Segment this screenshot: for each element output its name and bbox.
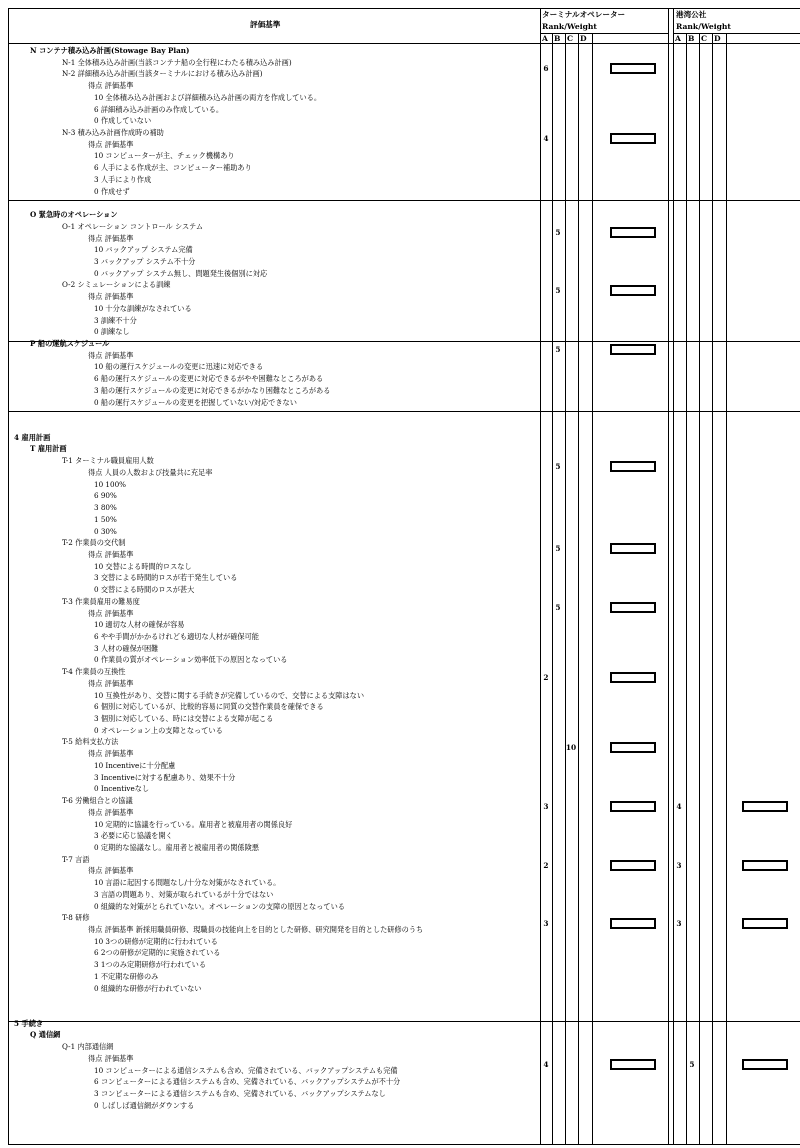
criterion-line: 0 しばしば通信網がダウンする bbox=[94, 1100, 195, 1110]
section-separator bbox=[8, 200, 800, 201]
criterion-title: N-1 全体積み込み計画(当該コンテナ船の全行程にわたる積み込み計画) bbox=[62, 57, 292, 67]
criterion-line: 10 Incentiveに十分配慮 bbox=[94, 760, 176, 770]
criterion-line: 得点 人員の人数および技量共に充足率 bbox=[88, 467, 213, 477]
criterion-line: 6 やや手間がかかるけれども適切な人材が確保可能 bbox=[94, 632, 259, 641]
criterion-title: T-2 作業員の交代制 bbox=[62, 538, 126, 548]
port-score-box[interactable] bbox=[742, 860, 788, 871]
terminal-col-c: C bbox=[567, 34, 574, 43]
terminal-score-box[interactable] bbox=[610, 602, 656, 613]
criterion-line: 6 90% bbox=[94, 491, 117, 501]
criterion-line: 6 詳細積み込み計画のみ作成している。 bbox=[94, 104, 224, 114]
section-heading: 4 雇用計画 bbox=[14, 432, 51, 442]
criterion-line: 3 人手により作成 bbox=[94, 174, 152, 184]
terminal-score-box[interactable] bbox=[610, 1059, 656, 1070]
criterion-line: 3 バックアップ システム不十分 bbox=[94, 256, 196, 266]
criterion-line: 3 コンピューターによる通信システムも含め、完備されている、バックアップシステムなし bbox=[94, 1089, 386, 1099]
terminal-column-line bbox=[540, 8, 541, 1144]
criterion-line: 10 適切な人材の確保が容易 bbox=[94, 620, 185, 630]
criterion-title: T-8 研修 bbox=[62, 913, 90, 923]
criterion-line: 6 コンピューターによる通信システムも含め、完備されている、バックアップシステムが不十分 bbox=[94, 1077, 401, 1087]
section-heading: O 緊急時のオペレーション bbox=[30, 210, 118, 220]
terminal-section-right-border bbox=[668, 8, 669, 1144]
port-col-b: B bbox=[688, 34, 695, 43]
criterion-line: 10 互換性があり、交替に関する手続きが完備しているので、交替による支障はない bbox=[94, 690, 365, 700]
terminal-score-box[interactable] bbox=[610, 543, 656, 554]
port-rank-value: 4 bbox=[676, 802, 682, 812]
terminal-rank-value: 5 bbox=[555, 602, 561, 612]
criterion-line: 0 オペレーション上の支障となっている bbox=[94, 725, 223, 735]
rank-weight-divider-terminal bbox=[540, 33, 668, 34]
criterion-line: 得点 評価基準 bbox=[88, 292, 134, 302]
criterion-line: 6 2つの研修が定期的に実施されている bbox=[94, 948, 221, 958]
port-col-d: D bbox=[714, 34, 721, 43]
section-separator bbox=[8, 341, 800, 342]
criterion-line: 得点 評価基準 bbox=[88, 866, 134, 876]
criterion-line: 得点 評価基準 bbox=[88, 608, 134, 618]
criterion-line: 1 50% bbox=[94, 514, 117, 524]
terminal-col-d: D bbox=[580, 34, 587, 43]
criterion-line: 3 必要に応じ協議を開く bbox=[94, 831, 173, 841]
criterion-line: 10 全体積み込み計画および詳細積み込み計画の両方を作成している。 bbox=[94, 92, 322, 102]
terminal-rank-value: 5 bbox=[555, 544, 561, 554]
criterion-line: 3 言語の問題あり、対策が取られているが十分ではない bbox=[94, 889, 274, 899]
criterion-line: 得点 評価基準 bbox=[88, 749, 134, 759]
criterion-line: 得点 評価基準 bbox=[88, 81, 134, 91]
criterion-line: 0 作業員の質がオペレーション効率低下の原因となっている bbox=[94, 655, 288, 665]
criterion-line: 0 30% bbox=[94, 526, 117, 536]
criterion-line: 6 船の運行スケジュールの変更に対応できるがやや困難なところがある bbox=[94, 374, 324, 384]
terminal-score-box[interactable] bbox=[610, 672, 656, 683]
criterion-line: 得点 評価基準 bbox=[88, 233, 134, 243]
criterion-line: 得点 評価基準 bbox=[88, 1053, 134, 1063]
header-bottom-border bbox=[8, 43, 800, 44]
criterion-line: 0 作成していない bbox=[94, 116, 152, 126]
port-column-line bbox=[673, 8, 674, 1144]
criterion-line: 0 バックアップ システム無し、問題発生後個別に対応 bbox=[94, 268, 268, 278]
rank-weight-label-terminal: Rank/Weight bbox=[542, 22, 597, 31]
terminal-rank-value: 5 bbox=[555, 227, 561, 237]
terminal-rank-value: 2 bbox=[543, 860, 549, 870]
section-heading: P 船の運航スケジュール bbox=[30, 339, 110, 348]
criterion-line: 3 個別に対応している、時には交替による支障が起こる bbox=[94, 714, 274, 724]
criterion-title: N-2 詳細積み込み計画(当該ターミナルにおける積み込み計画) bbox=[62, 69, 263, 79]
terminal-rank-value: 3 bbox=[543, 802, 549, 812]
criterion-line: 0 船の運行スケジュールの変更を把握していない/対応できない bbox=[94, 397, 297, 407]
criterion-line: 10 船の運行スケジュールの変更に迅速に対応できる bbox=[94, 362, 264, 372]
criterion-title: T-5 給料支払方法 bbox=[62, 737, 119, 747]
terminal-score-box[interactable] bbox=[610, 63, 656, 74]
port-col-a: A bbox=[675, 34, 681, 43]
terminal-rank-value: 5 bbox=[555, 286, 561, 296]
criterion-line: 得点 評価基準 bbox=[88, 139, 134, 149]
criterion-line: 得点 評価基準 bbox=[88, 549, 134, 559]
criterion-line: 3 船の運行スケジュールの変更に対応できるがかなり困難なところがある bbox=[94, 385, 331, 395]
criterion-line: 10 定期的に協議を行っている。雇用者と被雇用者の関係良好 bbox=[94, 819, 293, 829]
section-heading: N コンテナ積み込み計画(Stowage Bay Plan) bbox=[30, 46, 190, 55]
table-top-border bbox=[8, 8, 800, 9]
terminal-score-box[interactable] bbox=[610, 801, 656, 812]
terminal-score-box[interactable] bbox=[610, 860, 656, 871]
terminal-score-box[interactable] bbox=[610, 461, 656, 472]
criterion-line: 得点 評価基準 bbox=[88, 350, 134, 360]
criterion-line: 0 組織的な対策がとられていない。オペレーションの支障の原因となっている bbox=[94, 901, 345, 911]
table-left-border bbox=[8, 8, 9, 1144]
criterion-line: 10 3つの研修が定期的に行われている bbox=[94, 936, 218, 946]
terminal-score-box[interactable] bbox=[610, 285, 656, 296]
criterion-line: 3 人材の確保が困難 bbox=[94, 643, 159, 653]
port-rank-value: 5 bbox=[689, 1059, 695, 1069]
terminal-score-box[interactable] bbox=[610, 227, 656, 238]
criterion-title: N-3 積み込み計画作成時の補助 bbox=[62, 128, 164, 138]
port-rank-value: 3 bbox=[676, 860, 682, 870]
port-col-c: C bbox=[701, 34, 708, 43]
terminal-rank-value: 4 bbox=[543, 134, 549, 144]
rank-weight-divider-port bbox=[673, 33, 800, 34]
rank-weight-label-port: Rank/Weight bbox=[676, 22, 731, 31]
terminal-rank-value: 5 bbox=[555, 345, 561, 354]
terminal-rank-value: 4 bbox=[543, 1059, 549, 1069]
terminal-score-box[interactable] bbox=[610, 918, 656, 929]
terminal-rank-value: 6 bbox=[543, 63, 549, 73]
criterion-line: 3 交替による時間的ロスが若干発生している bbox=[94, 573, 238, 583]
terminal-score-box[interactable] bbox=[610, 742, 656, 753]
criterion-line: 0 組織的な研修が行われていない bbox=[94, 983, 202, 993]
port-rank-value: 3 bbox=[676, 919, 682, 929]
criterion-title: O-1 オペレーション コントロール システム bbox=[62, 221, 204, 231]
criterion-line: 3 Incentiveに対する配慮あり、効果不十分 bbox=[94, 772, 236, 782]
section-separator bbox=[8, 1021, 800, 1022]
criterion-line: 10 バックアップ システム完備 bbox=[94, 245, 193, 255]
port-score-box[interactable] bbox=[742, 918, 788, 929]
criterion-line: 0 作成せず bbox=[94, 186, 130, 196]
table-bottom-border bbox=[8, 1144, 800, 1145]
criterion-title: T-3 作業員雇用の難易度 bbox=[62, 596, 140, 606]
criterion-line: 得点 評価基準 新採用職員研修、現職員の技能向上を目的とした研修、研究開発を目的とした研修のうち bbox=[88, 925, 424, 934]
section-heading: T 雇用計画 bbox=[30, 444, 67, 454]
criterion-line: 10 100% bbox=[94, 479, 126, 489]
column-title-criteria: 評価基準 bbox=[250, 20, 281, 29]
criterion-title: T-1 ターミナル職員雇用人数 bbox=[62, 456, 154, 466]
criterion-line: 3 1つのみ定期研修が行われている bbox=[94, 960, 207, 970]
port-score-box[interactable] bbox=[742, 801, 788, 812]
criterion-line: 0 訓練なし bbox=[94, 327, 130, 337]
criterion-line: 6 個別に対応しているが、比較的容易に同質の交替作業員を確保できる bbox=[94, 702, 324, 712]
criterion-title: Q-1 内部通信網 bbox=[62, 1042, 114, 1052]
criterion-title: O-2 シミュレーションによる訓練 bbox=[62, 280, 171, 290]
criterion-title: T-7 言語 bbox=[62, 854, 90, 864]
section-heading: Q 通信網 bbox=[30, 1030, 61, 1040]
section-separator bbox=[8, 411, 800, 412]
criterion-line: 10 交替による時間的ロスなし bbox=[94, 561, 192, 571]
criterion-line: 0 Incentiveなし bbox=[94, 784, 150, 794]
terminal-col-a: A bbox=[542, 34, 548, 43]
criterion-title: T-4 作業員の互換性 bbox=[62, 667, 126, 677]
terminal-rank-value: 3 bbox=[543, 919, 549, 929]
terminal-col-b: B bbox=[554, 34, 561, 43]
criterion-line: 10 コンピューターによる通信システムも含め、完備されている、バックアップシステムも完備 bbox=[94, 1065, 398, 1075]
criterion-line: 1 不定期な研修のみ bbox=[94, 971, 159, 981]
terminal-rank-value: 2 bbox=[543, 673, 549, 683]
criterion-title: T-6 労働組合との協議 bbox=[62, 796, 133, 806]
terminal-rank-value: 10 bbox=[565, 743, 577, 753]
criterion-line: 3 訓練不十分 bbox=[94, 315, 137, 325]
criterion-line: 6 人手による作成が主、コンピューター補助あり bbox=[94, 163, 252, 173]
terminal-rank-value: 5 bbox=[555, 462, 561, 472]
port-score-box[interactable] bbox=[742, 1059, 788, 1070]
section-heading: 5 手続き bbox=[14, 1018, 44, 1028]
criterion-line: 0 交替による時間のロスが甚大 bbox=[94, 585, 195, 595]
column-title-port-authority: 港湾公社 bbox=[676, 10, 707, 19]
criterion-line: 10 十分な訓練がなされている bbox=[94, 303, 192, 313]
criterion-line: 10 コンピューターが主、チェック機構あり bbox=[94, 151, 235, 161]
column-title-terminal-operator: ターミナルオペレーター bbox=[542, 10, 626, 19]
criterion-line: 得点 評価基準 bbox=[88, 678, 134, 688]
criterion-line: 得点 評価基準 bbox=[88, 807, 134, 817]
criterion-line: 3 80% bbox=[94, 503, 117, 513]
criterion-line: 10 言語に起因する問題なし/十分な対策がなされている。 bbox=[94, 878, 281, 888]
criterion-line: 0 定期的な協議なし。雇用者と被雇用者の関係険悪 bbox=[94, 842, 259, 852]
terminal-score-box[interactable] bbox=[610, 133, 656, 144]
terminal-score-box[interactable] bbox=[610, 344, 656, 355]
